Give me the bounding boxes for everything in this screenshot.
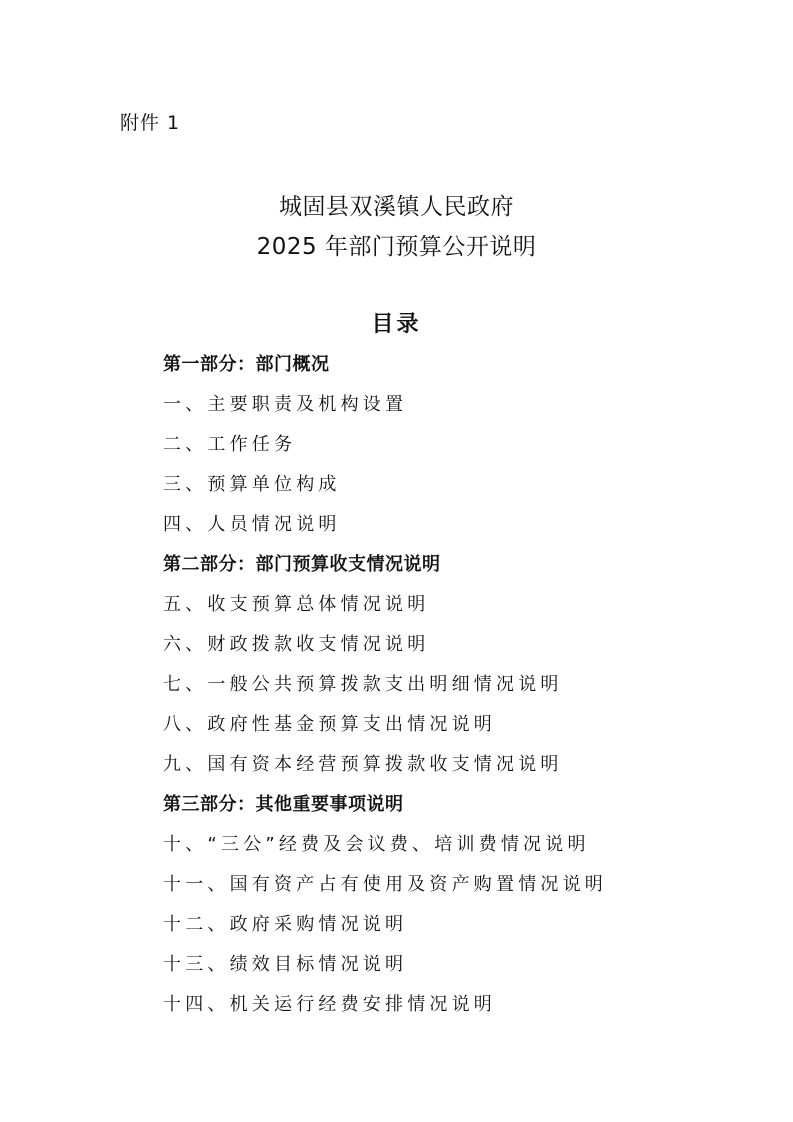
toc-item-2: 二、工作任务	[163, 434, 297, 455]
toc-part-2: 第二部分：部门预算收支情况说明	[163, 554, 441, 575]
document-title-line2: 2025 年部门预算公开说明	[256, 234, 537, 260]
toc-item-5: 五、收支预算总体情况说明	[163, 594, 430, 615]
toc-item-4: 四、人员情况说明	[163, 514, 341, 535]
toc-part-3: 第三部分：其他重要事项说明	[163, 794, 404, 815]
toc-item-9: 九、国有资本经营预算拨款收支情况说明	[163, 754, 563, 775]
table-of-contents	[163, 345, 763, 1025]
toc-item-12: 十二、政府采购情况说明	[163, 914, 408, 935]
toc-item-13: 十三、绩效目标情况说明	[163, 954, 408, 975]
document-title-line1: 城固县双溪镇人民政府	[279, 194, 514, 220]
toc-part-1: 第一部分：部门概况	[163, 354, 330, 375]
toc-item-7: 七、一般公共预算拨款支出明细情况说明	[163, 674, 563, 695]
toc-item-14: 十四、机关运行经费安排情况说明	[163, 994, 496, 1015]
toc-item-1: 一、主要职责及机构设置	[163, 394, 408, 415]
toc-heading: 目录	[371, 312, 422, 337]
toc-item-8: 八、政府性基金预算支出情况说明	[163, 714, 496, 735]
toc-item-3: 三、预算单位构成	[163, 474, 341, 495]
toc-item-11: 十一、国有资产占有使用及资产购置情况说明	[163, 874, 607, 895]
toc-item-10: 十、“三公”经费及会议费、培训费情况说明	[163, 834, 590, 855]
attachment-label: 附件 1	[120, 112, 181, 134]
toc-item-6: 六、财政拨款收支情况说明	[163, 634, 430, 655]
